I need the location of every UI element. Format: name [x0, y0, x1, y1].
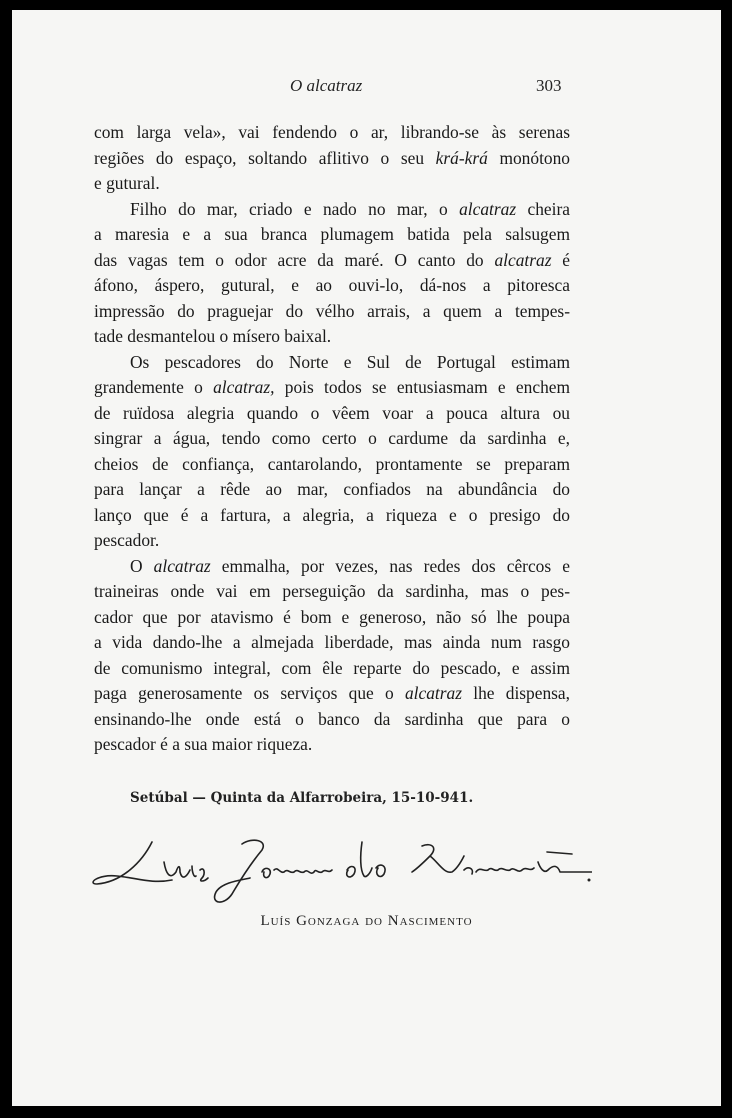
running-title: O alcatraz [290, 76, 363, 95]
place-date: Setúbal — Quinta da Alfarrobeira, 15-10-941. [130, 790, 474, 806]
text-line: a maresia e a sua branca plumagem batida pela salsugem [94, 224, 570, 244]
text-line: pescador é a sua maior riqueza. [94, 734, 313, 754]
text-line: tade desmantelou o mísero baixal. [94, 326, 332, 346]
text-line: áfono, áspero, gutural, e ao ouvi-lo, dá-nos a pitoresca [94, 275, 570, 295]
running-header [12, 76, 721, 100]
text-line: O alcatraz emmalha, por vezes, nas redes dos cêrcos e [130, 555, 570, 576]
text-line: e gutural. [94, 173, 160, 193]
text-line: das vagas tem o odor acre da maré. O canto do alcatraz é [94, 249, 570, 270]
author-name: Luís Gonzaga do Nascimento [260, 913, 473, 929]
text-line: singrar a água, tendo como certo o cardume da sardinha e, [94, 428, 570, 448]
body-text [94, 120, 570, 758]
text-line: ensinando-lhe onde está o banco da sardinha que para o [94, 708, 570, 729]
text-line: de ruïdosa alegria quando o vêem voar a pouca altura ou [94, 402, 570, 423]
text-line: a vida dando-lhe a almejada liberdade, mas ainda num rasgo [94, 632, 570, 652]
text-line: cheios de confiança, cantarolando, prontamente se preparam [94, 453, 570, 474]
text-line: regiões do espaço, soltando aflitivo o seu krá-krá monótono [94, 147, 570, 168]
text-line: para lançar a rêde ao mar, confiados na abundância do [94, 479, 570, 499]
text-line: Filho do mar, criado e nado no mar, o alcatraz cheira [130, 198, 570, 219]
signature-scribble-icon [92, 822, 592, 912]
text-line: grandemente o alcatraz, pois todos se entusiasmam e enchem [94, 377, 570, 397]
text-line: com larga vela», vai fendendo o ar, librando-se às serenas [94, 122, 570, 142]
text-line: de comunismo integral, com êle reparte do pescado, e assim [94, 657, 570, 678]
text-line: paga generosamente os serviços que o alcatraz lhe dispensa, [94, 683, 570, 703]
text-line: cador que por atavismo é bom e generoso, não só lhe poupa [94, 606, 570, 627]
text-line: traineiras onde vai em perseguição da sardinha, mas o pes- [94, 581, 570, 601]
text-line: Os pescadores do Norte e Sul de Portugal estimam [130, 351, 570, 372]
page-number: 303 [536, 76, 562, 95]
text-line: pescador. [94, 530, 160, 550]
text-line: impressão do praguejar do vélho arrais, a quem a tempes- [94, 300, 570, 321]
book-page [12, 10, 721, 1106]
signature [92, 822, 592, 912]
text-line: lanço que é a fartura, a alegria, a riqueza e o presigo do [94, 504, 570, 525]
